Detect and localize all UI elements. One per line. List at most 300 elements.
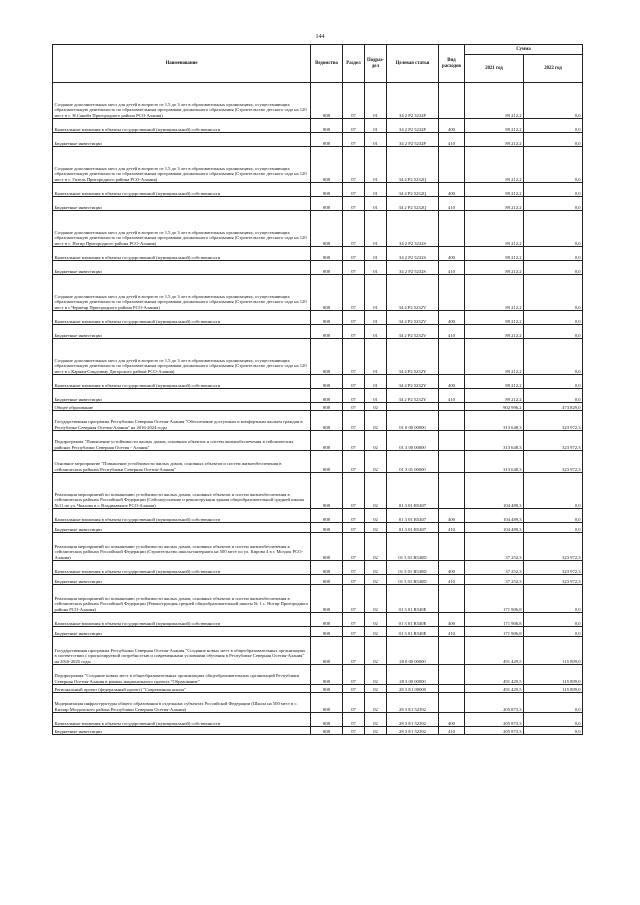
- row-vid-rashodov: 410: [439, 389, 465, 403]
- row-sum-2021: 89 212,2: [465, 339, 524, 375]
- row-vedomstvo: 808: [311, 693, 343, 713]
- row-vid-rashodov: 410: [439, 727, 465, 735]
- row-sum-2021: 171 906,8: [465, 627, 524, 637]
- row-vedomstvo: 808: [311, 665, 343, 685]
- row-sum-2022: 0,0: [524, 693, 583, 713]
- table-row: [53, 509, 583, 523]
- row-vedomstvo: 808: [311, 119, 343, 133]
- row-vid-rashodov: [439, 411, 465, 431]
- row-sum-2022: 115 809,0: [524, 665, 583, 685]
- row-vedomstvo: 808: [311, 261, 343, 275]
- row-vid-rashodov: 410: [439, 523, 465, 533]
- table-row: [53, 685, 583, 693]
- row-razdel: 07: [343, 575, 365, 585]
- row-vid-rashodov: [439, 473, 465, 509]
- table-row: [53, 183, 583, 197]
- row-celevaya-statya: 01 0 00 00000: [387, 411, 439, 431]
- row-razdel: 07: [343, 665, 365, 685]
- row-razdel: 07: [343, 685, 365, 693]
- row-razdel: 07: [343, 261, 365, 275]
- row-celevaya-statya: 28 0 00 00000: [387, 637, 439, 665]
- row-sum-2022: 0,0: [524, 627, 583, 637]
- row-vedomstvo: 808: [311, 627, 343, 637]
- table-row: [53, 247, 583, 261]
- row-razdel: 07: [343, 411, 365, 431]
- header-name: Наименование: [53, 45, 311, 83]
- row-vedomstvo: 808: [311, 713, 343, 727]
- row-vedomstvo: 808: [311, 637, 343, 665]
- row-sum-2022: 0,0: [524, 247, 583, 261]
- table-row: [53, 311, 583, 325]
- header-2021: 2021 год: [465, 55, 524, 83]
- row-sum-2022: 0,0: [524, 183, 583, 197]
- row-sum-2021: 89 212,2: [465, 247, 524, 261]
- table-row: [53, 523, 583, 533]
- row-podrazdel: 02: [365, 665, 387, 685]
- row-sum-2022: 0,0: [524, 275, 583, 311]
- row-razdel: 07: [343, 133, 365, 147]
- row-sum-2022: 0,0: [524, 727, 583, 735]
- row-name: Реализация мероприятий по повышению устойчивости жилых домов, основных объектов и систем жизнеобеспечения в сейсмических районах Российской Федерации (Строительство школы-интерната на 500 мест по ул. Кирова 4 в г. Моздок РСО-Алания): [53, 533, 311, 561]
- row-sum-2021: 313 648,3: [465, 431, 524, 451]
- row-celevaya-statya: 34 2 P2 5232V: [387, 325, 439, 339]
- row-razdel: 07: [343, 183, 365, 197]
- row-podrazdel: 02: [365, 473, 387, 509]
- row-sum-2021: 313 648,3: [465, 411, 524, 431]
- row-razdel: 07: [343, 311, 365, 325]
- row-podrazdel: 01: [365, 311, 387, 325]
- row-celevaya-statya: [387, 403, 439, 411]
- row-podrazdel: 01: [365, 133, 387, 147]
- row-vid-rashodov: [439, 685, 465, 693]
- row-podrazdel: 02: [365, 585, 387, 613]
- row-name: Реализация мероприятий по повышению устойчивости жилых домов, основных объектов и систем жизнеобеспечения в сейсмических районах Российской Федерации (Сейсмоусиление и реконструкция здания общеобразовательной средней школы №11 по ул. Чкалова в г. Владикавказе РСО-Алания): [53, 473, 311, 509]
- row-celevaya-statya: 34 2 P2 5232P: [387, 83, 439, 119]
- table-row: [53, 411, 583, 431]
- row-podrazdel: 01: [365, 247, 387, 261]
- row-vedomstvo: 808: [311, 325, 343, 339]
- table-row: [53, 375, 583, 389]
- row-vedomstvo: 808: [311, 311, 343, 325]
- row-name: Бюджетные инвестиции: [53, 325, 311, 339]
- table-row: [53, 451, 583, 473]
- row-sum-2022: 0,0: [524, 339, 583, 375]
- row-sum-2021: 89 212,2: [465, 389, 524, 403]
- row-name: Бюджетные инвестиции: [53, 627, 311, 637]
- row-vid-rashodov: [439, 211, 465, 247]
- row-sum-2022: 0,0: [524, 147, 583, 183]
- row-name: Бюджетные инвестиции: [53, 523, 311, 533]
- row-name: Подпрограмма "Создание новых мест в общеобразовательных организациях общеобразовательных организаций Республики Северная Осетия-Алания в рамках национального проекта "Образование": [53, 665, 311, 685]
- table-row: [53, 119, 583, 133]
- row-celevaya-statya: 28 3 E1 52392: [387, 727, 439, 735]
- row-name: Модернизация инфраструктуры общего образования в отдельных субъектах Российской Федерации (Школа на 500 мест в с. Кизляр Моздокского района Республики Северная Осетия-Алания): [53, 693, 311, 713]
- row-razdel: 07: [343, 147, 365, 183]
- row-razdel: 07: [343, 533, 365, 561]
- row-celevaya-statya: 34 2 P2 5232S: [387, 247, 439, 261]
- row-celevaya-statya: 28 3 E1 52392: [387, 713, 439, 727]
- row-razdel: 07: [343, 523, 365, 533]
- row-name: Реализация мероприятий по повышению устойчивости жилых домов, основных объектов и систем жизнеобеспечения в сейсмических районах Российской Федерации (Реконструкция средней общеобразовательной школы № 1 с. Ногир Пригородного района РСО-Алания): [53, 585, 311, 613]
- row-podrazdel: 02: [365, 575, 387, 585]
- row-podrazdel: 01: [365, 211, 387, 247]
- row-vid-rashodov: 400: [439, 713, 465, 727]
- header-2022: 2022 год: [524, 55, 583, 83]
- row-vid-rashodov: 400: [439, 247, 465, 261]
- row-vid-rashodov: 400: [439, 119, 465, 133]
- row-podrazdel: 01: [365, 119, 387, 133]
- row-vid-rashodov: 400: [439, 509, 465, 523]
- row-vedomstvo: 808: [311, 211, 343, 247]
- row-sum-2022: 0,0: [524, 83, 583, 119]
- row-razdel: 07: [343, 197, 365, 211]
- table-row: [53, 275, 583, 311]
- row-sum-2021: 491 429,5: [465, 665, 524, 685]
- row-vedomstvo: 808: [311, 275, 343, 311]
- row-sum-2022: 323 972,3: [524, 411, 583, 431]
- row-sum-2021: 104 489,3: [465, 473, 524, 509]
- row-name: Капитальные вложения в объекты государственной (муниципальной) собственности: [53, 713, 311, 727]
- row-vid-rashodov: [439, 693, 465, 713]
- row-vid-rashodov: 400: [439, 183, 465, 197]
- row-podrazdel: 02: [365, 685, 387, 693]
- table-row: [53, 325, 583, 339]
- row-podrazdel: 02: [365, 613, 387, 627]
- row-podrazdel: 01: [365, 261, 387, 275]
- row-vedomstvo: 808: [311, 183, 343, 197]
- row-sum-2022: 323 972,3: [524, 451, 583, 473]
- row-vedomstvo: 808: [311, 473, 343, 509]
- table-row: [53, 261, 583, 275]
- row-podrazdel: 01: [365, 275, 387, 311]
- row-podrazdel: 02: [365, 637, 387, 665]
- row-sum-2022: 0,0: [524, 211, 583, 247]
- row-razdel: 07: [343, 119, 365, 133]
- row-sum-2021: 89 212,2: [465, 119, 524, 133]
- row-podrazdel: 01: [365, 325, 387, 339]
- row-podrazdel: 02: [365, 713, 387, 727]
- header-razdel: Раздел: [343, 45, 365, 83]
- row-vedomstvo: 808: [311, 247, 343, 261]
- header-vid-rashodov: Вид расходов: [439, 45, 465, 83]
- row-sum-2021: 89 212,2: [465, 147, 524, 183]
- table-row: [53, 389, 583, 403]
- table-row: [53, 575, 583, 585]
- row-podrazdel: 01: [365, 197, 387, 211]
- table-row: [53, 665, 583, 685]
- page-number: 144: [315, 34, 325, 40]
- table-row: [53, 147, 583, 183]
- row-name: Основное мероприятие "Повышение устойчивости жилых домов, основных объектов и систем жизнеобеспечения в сейсмических районах Республики Северная Осетия-Алания": [53, 451, 311, 473]
- row-vid-rashodov: 410: [439, 261, 465, 275]
- row-sum-2022: 0,0: [524, 119, 583, 133]
- row-sum-2022: 0,0: [524, 585, 583, 613]
- row-razdel: 07: [343, 727, 365, 735]
- row-razdel: 07: [343, 509, 365, 523]
- table-row: [53, 339, 583, 375]
- row-celevaya-statya: 01 3 01 R540D: [387, 561, 439, 575]
- row-vid-rashodov: 400: [439, 561, 465, 575]
- row-razdel: 07: [343, 713, 365, 727]
- row-vid-rashodov: [439, 431, 465, 451]
- row-razdel: 07: [343, 83, 365, 119]
- row-vid-rashodov: 400: [439, 375, 465, 389]
- row-celevaya-statya: 01 3 01 R540E: [387, 585, 439, 613]
- row-sum-2021: 37 252,3: [465, 575, 524, 585]
- row-sum-2021: 491 429,5: [465, 637, 524, 665]
- row-sum-2021: 89 212,2: [465, 83, 524, 119]
- row-celevaya-statya: 34 2 P2 5232Q: [387, 197, 439, 211]
- row-vedomstvo: 808: [311, 133, 343, 147]
- row-vedomstvo: 808: [311, 575, 343, 585]
- row-podrazdel: 01: [365, 375, 387, 389]
- row-celevaya-statya: 01 3 01 R540E: [387, 627, 439, 637]
- row-podrazdel: 02: [365, 693, 387, 713]
- table-row: [53, 693, 583, 713]
- row-name: Государственная программа Республики Северная Осетия-Алания "Создание новых мест в общеобразовательных организациях в соответствии с прогнозируемой потребностью и современными условиями обучения в Республике Северная Осетия-Алания" на 2016-2025 годы: [53, 637, 311, 665]
- row-razdel: 07: [343, 325, 365, 339]
- row-sum-2021: 89 212,2: [465, 325, 524, 339]
- row-sum-2022: 0,0: [524, 375, 583, 389]
- budget-table: [52, 44, 583, 735]
- row-sum-2022: 473 829,0: [524, 403, 583, 411]
- row-podrazdel: 02: [365, 451, 387, 473]
- row-name: Подпрограмма "Повышение устойчивости жилых домов, основных объектов и систем жизнеобеспечения в сейсмических районах Республики Северная Осетия - Алания": [53, 431, 311, 451]
- row-celevaya-statya: 34 2 P2 5232P: [387, 133, 439, 147]
- table-row: [53, 197, 583, 211]
- row-celevaya-statya: 34 2 P2 5232P: [387, 119, 439, 133]
- row-celevaya-statya: 34 2 P2 5232Y: [387, 339, 439, 375]
- row-vid-rashodov: [439, 637, 465, 665]
- row-celevaya-statya: 01 3 01 00000: [387, 451, 439, 473]
- row-name: Бюджетные инвестиции: [53, 727, 311, 735]
- row-podrazdel: 02: [365, 727, 387, 735]
- table-row: [53, 637, 583, 665]
- row-sum-2022: 0,0: [524, 197, 583, 211]
- row-celevaya-statya: 01 3 01 R5407: [387, 523, 439, 533]
- row-sum-2021: 89 212,2: [465, 211, 524, 247]
- table-row: [53, 585, 583, 613]
- row-razdel: 07: [343, 627, 365, 637]
- row-celevaya-statya: 28 3 00 00000: [387, 665, 439, 685]
- row-vid-rashodov: 400: [439, 613, 465, 627]
- row-sum-2022: 0,0: [524, 389, 583, 403]
- row-vid-rashodov: 410: [439, 575, 465, 585]
- table-body: [53, 83, 583, 735]
- row-sum-2022: 0,0: [524, 261, 583, 275]
- row-celevaya-statya: 01 3 01 R540E: [387, 613, 439, 627]
- table-row: [53, 83, 583, 119]
- row-sum-2022: 0,0: [524, 613, 583, 627]
- row-sum-2022: 0,0: [524, 133, 583, 147]
- row-razdel: 07: [343, 585, 365, 613]
- table-row: [53, 627, 583, 637]
- row-razdel: 07: [343, 389, 365, 403]
- row-vid-rashodov: [439, 275, 465, 311]
- row-vedomstvo: 808: [311, 451, 343, 473]
- row-sum-2022: 115 809,0: [524, 637, 583, 665]
- header-celevaya-statya: Целевая статья: [387, 45, 439, 83]
- row-name: Капитальные вложения в объекты государственной (муниципальной) собственности: [53, 119, 311, 133]
- row-podrazdel: 02: [365, 411, 387, 431]
- row-podrazdel: 01: [365, 389, 387, 403]
- row-celevaya-statya: 01 3 01 R540D: [387, 533, 439, 561]
- row-sum-2022: 0,0: [524, 523, 583, 533]
- row-name: Бюджетные инвестиции: [53, 575, 311, 585]
- row-sum-2021: 89 212,2: [465, 375, 524, 389]
- header-podrazdel: Подраз- дел: [365, 45, 387, 83]
- row-razdel: 07: [343, 431, 365, 451]
- row-podrazdel: 02: [365, 627, 387, 637]
- row-sum-2022: 323 972,3: [524, 575, 583, 585]
- row-podrazdel: 02: [365, 523, 387, 533]
- row-name: Создание дополнительных мест для детей в возрасте от 1,5 до 3 лет в образовательных организациях, осуществляющих образовательную деятельность по образовательным программам дошкольного образования (Строительство детского сада на 120 мест в с. Ногир Пригородного района РСО-Алания): [53, 211, 311, 247]
- row-sum-2021: 89 212,2: [465, 261, 524, 275]
- row-celevaya-statya: 01 3 01 R540D: [387, 575, 439, 585]
- row-name: Бюджетные инвестиции: [53, 261, 311, 275]
- row-razdel: 07: [343, 247, 365, 261]
- row-vid-rashodov: [439, 665, 465, 685]
- row-name: Государственная программа Республики Северная Осетия-Алания "Обеспечение доступным и комфортным жильем граждан в Республике Северная Осетия-Алания" на 2016-2024 годы: [53, 411, 311, 431]
- row-vid-rashodov: 400: [439, 311, 465, 325]
- row-podrazdel: 01: [365, 83, 387, 119]
- row-vedomstvo: 808: [311, 403, 343, 411]
- header-summa: Сумма: [465, 45, 583, 55]
- row-sum-2021: 205 873,3: [465, 693, 524, 713]
- row-razdel: 07: [343, 211, 365, 247]
- row-sum-2022: 0,0: [524, 509, 583, 523]
- row-name: Капитальные вложения в объекты государственной (муниципальной) собственности: [53, 311, 311, 325]
- row-razdel: 07: [343, 473, 365, 509]
- row-celevaya-statya: 34 2 P2 5232S: [387, 211, 439, 247]
- table-row: [53, 403, 583, 411]
- row-sum-2021: 205 873,3: [465, 727, 524, 735]
- row-vedomstvo: 808: [311, 727, 343, 735]
- row-celevaya-statya: 34 2 P2 5232V: [387, 275, 439, 311]
- row-name: Бюджетные инвестиции: [53, 133, 311, 147]
- row-podrazdel: 02: [365, 431, 387, 451]
- row-vid-rashodov: 410: [439, 197, 465, 211]
- row-vid-rashodov: [439, 451, 465, 473]
- row-sum-2022: 115 809,0: [524, 685, 583, 693]
- row-celevaya-statya: 34 2 P2 5232Y: [387, 389, 439, 403]
- row-razdel: 07: [343, 693, 365, 713]
- row-name: Бюджетные инвестиции: [53, 197, 311, 211]
- row-sum-2022: 323 972,3: [524, 561, 583, 575]
- row-vedomstvo: 808: [311, 533, 343, 561]
- row-vedomstvo: 808: [311, 685, 343, 693]
- row-sum-2021: 171 906,8: [465, 613, 524, 627]
- row-podrazdel: 02: [365, 509, 387, 523]
- row-razdel: 07: [343, 613, 365, 627]
- row-razdel: 07: [343, 375, 365, 389]
- row-sum-2021: 89 212,2: [465, 275, 524, 311]
- row-name: Капитальные вложения в объекты государственной (муниципальной) собственности: [53, 509, 311, 523]
- row-vid-rashodov: [439, 339, 465, 375]
- row-vedomstvo: 808: [311, 509, 343, 523]
- row-vid-rashodov: 410: [439, 627, 465, 637]
- row-sum-2021: 205 873,3: [465, 713, 524, 727]
- row-sum-2021: 313 648,3: [465, 451, 524, 473]
- table-row: [53, 727, 583, 735]
- row-sum-2021: 89 212,2: [465, 133, 524, 147]
- row-name: Бюджетные инвестиции: [53, 389, 311, 403]
- row-name: Капитальные вложения в объекты государственной (муниципальной) собственности: [53, 183, 311, 197]
- row-sum-2021: 902 996,2: [465, 403, 524, 411]
- row-vedomstvo: 808: [311, 431, 343, 451]
- table-row: [53, 613, 583, 627]
- table-row: [53, 713, 583, 727]
- row-name: Создание дополнительных мест для детей в возрасте от 1,5 до 3 лет в образовательных организациях, осуществляющих образовательную деятельность по образовательным программам дошкольного образования (Строительство детского сада на 120 мест в с.Черменр Пригородного района РСО-Алания): [53, 275, 311, 311]
- row-celevaya-statya: 34 2 P2 5232Q: [387, 183, 439, 197]
- row-name: Капитальные вложения в объекты государственной (муниципальной) собственности: [53, 613, 311, 627]
- row-name: Капитальные вложения в объекты государственной (муниципальной) собственности: [53, 561, 311, 575]
- table-row: [53, 133, 583, 147]
- row-vedomstvo: 808: [311, 83, 343, 119]
- table-row: [53, 561, 583, 575]
- row-razdel: 07: [343, 451, 365, 473]
- row-vedomstvo: 808: [311, 411, 343, 431]
- header-vedomstvo: Ведомство: [311, 45, 343, 83]
- row-celevaya-statya: 28 3 E1 52392: [387, 693, 439, 713]
- row-name: Региональный проект (федеральный проект) "Современная школа": [53, 685, 311, 693]
- row-celevaya-statya: 01 3 01 R5407: [387, 473, 439, 509]
- row-vid-rashodov: [439, 533, 465, 561]
- table-row: [53, 431, 583, 451]
- row-podrazdel: 02: [365, 403, 387, 411]
- row-sum-2021: 89 212,2: [465, 183, 524, 197]
- row-name: Капитальные вложения в объекты государственной (муниципальной) собственности: [53, 375, 311, 389]
- row-razdel: 07: [343, 561, 365, 575]
- row-sum-2022: 0,0: [524, 473, 583, 509]
- row-name: Капитальные вложения в объекты государственной (муниципальной) собственности: [53, 247, 311, 261]
- row-celevaya-statya: 28 3 E1 00000: [387, 685, 439, 693]
- row-celevaya-statya: 34 2 P2 5232S: [387, 261, 439, 275]
- row-sum-2022: 0,0: [524, 311, 583, 325]
- row-name: Создание дополнительных мест для детей в возрасте от 1,5 до 3 лет в образовательных организациях, осуществляющих образовательную деятельность по образовательным программам дошкольного образования (Строительство детского сада на 120 мест в с.Карман-Синдзикау Дигорского района РСО-Алания): [53, 339, 311, 375]
- row-podrazdel: 01: [365, 147, 387, 183]
- row-sum-2021: 104 489,3: [465, 523, 524, 533]
- row-podrazdel: 01: [365, 339, 387, 375]
- table-row: [53, 211, 583, 247]
- row-celevaya-statya: 01 3 00 00000: [387, 431, 439, 451]
- row-vid-rashodov: [439, 403, 465, 411]
- row-sum-2021: 37 252,3: [465, 533, 524, 561]
- row-vedomstvo: 808: [311, 339, 343, 375]
- row-razdel: 07: [343, 339, 365, 375]
- row-vid-rashodov: 410: [439, 133, 465, 147]
- row-sum-2021: 171 906,8: [465, 585, 524, 613]
- row-podrazdel: 02: [365, 533, 387, 561]
- row-sum-2021: 491 429,5: [465, 685, 524, 693]
- row-name: Создание дополнительных мест для детей в возрасте от 1,5 до 3 лет в образовательных организациях, осуществляющих образовательную деятельность по образовательным программам дошкольного образования (Строительство детского сада на 120 мест в с. Н.Саниба Пригородного района РСО-Алания): [53, 83, 311, 119]
- row-sum-2022: 0,0: [524, 713, 583, 727]
- row-razdel: 07: [343, 403, 365, 411]
- row-sum-2022: 323 972,3: [524, 431, 583, 451]
- row-podrazdel: 01: [365, 183, 387, 197]
- row-celevaya-statya: 34 2 P2 5232Q: [387, 147, 439, 183]
- row-vid-rashodov: [439, 83, 465, 119]
- row-celevaya-statya: 34 2 P2 5232Y: [387, 375, 439, 389]
- row-celevaya-statya: 01 3 01 R5407: [387, 509, 439, 523]
- row-celevaya-statya: 34 2 P2 5232V: [387, 311, 439, 325]
- row-vedomstvo: 808: [311, 585, 343, 613]
- row-razdel: 07: [343, 275, 365, 311]
- row-sum-2021: 89 212,2: [465, 311, 524, 325]
- row-podrazdel: 02: [365, 561, 387, 575]
- row-vedomstvo: 808: [311, 375, 343, 389]
- row-vedomstvo: 808: [311, 523, 343, 533]
